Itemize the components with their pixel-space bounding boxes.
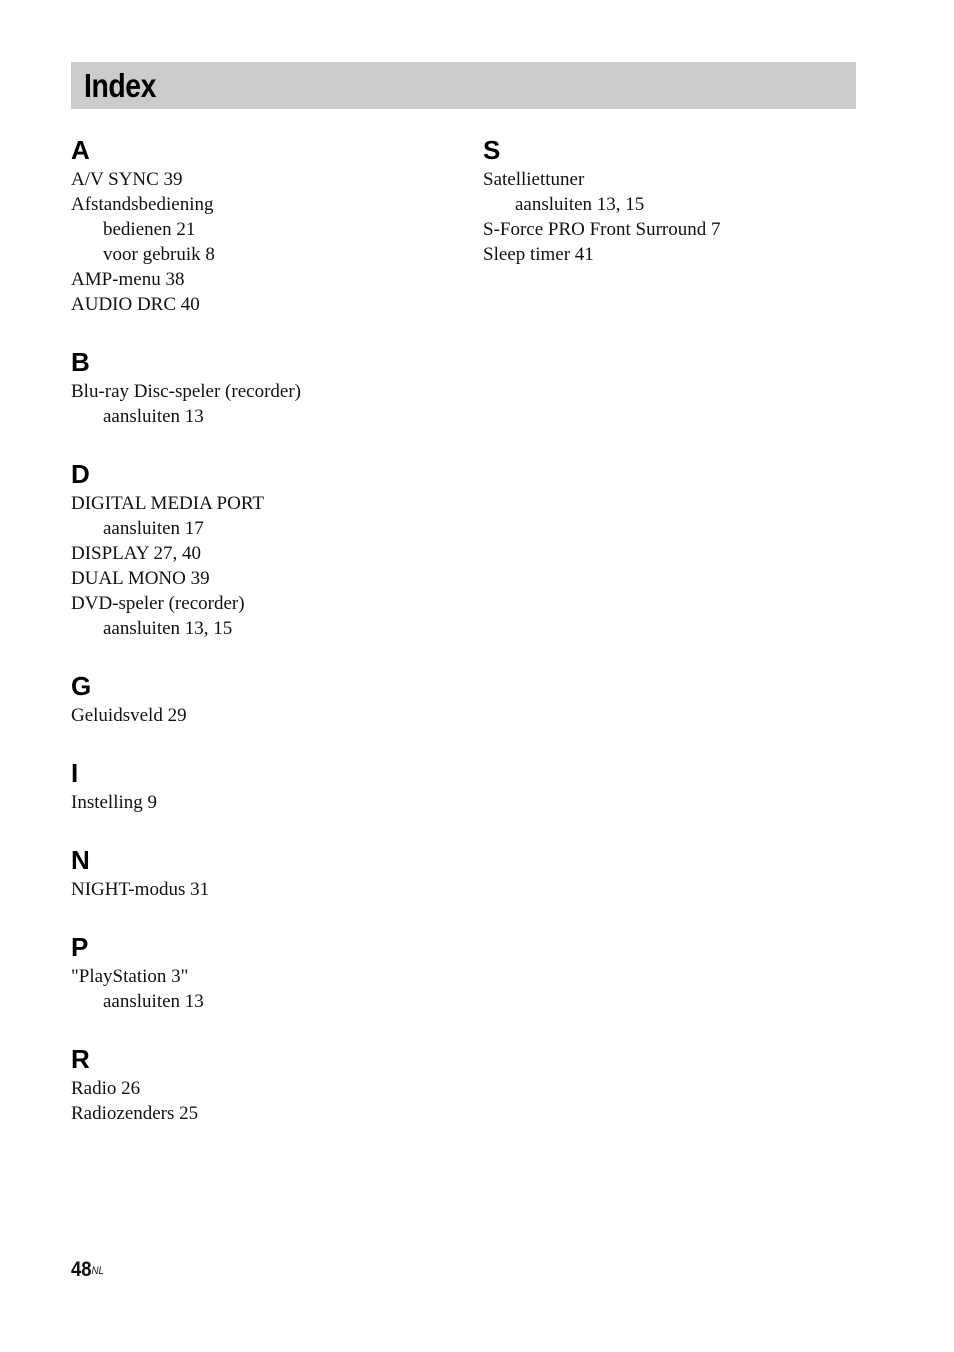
index-entry: A/V SYNC 39	[71, 169, 183, 190]
section-letter: B	[71, 347, 90, 377]
page-number-value: 48	[71, 1258, 92, 1281]
index-entry: AUDIO DRC 40	[71, 294, 200, 315]
index-subentry: aansluiten 13, 15	[515, 194, 645, 215]
index-title-bar	[71, 62, 856, 109]
index-entry: AMP-menu 38	[71, 269, 185, 290]
section-letter: S	[483, 135, 501, 165]
index-entry: Radio 26	[71, 1078, 141, 1099]
index-section-b	[71, 345, 451, 429]
index-section-g	[71, 669, 451, 728]
index-column-right	[483, 133, 863, 295]
index-section-d	[71, 457, 451, 641]
section-letter: G	[71, 671, 92, 701]
index-entry: "PlayStation 3"	[71, 966, 189, 987]
index-entry: S-Force PRO Front Surround 7	[483, 219, 721, 240]
index-section-n	[71, 843, 451, 902]
index-column-left	[71, 133, 451, 1154]
section-letter: N	[71, 845, 90, 875]
index-subentry: aansluiten 17	[103, 518, 204, 539]
index-subentry: aansluiten 13, 15	[103, 618, 233, 639]
index-section-r	[71, 1042, 451, 1126]
index-subentry: voor gebruik 8	[103, 244, 215, 265]
index-entry: DUAL MONO 39	[71, 568, 210, 589]
index-entry: DVD-speler (recorder)	[71, 593, 245, 614]
section-letter: D	[71, 459, 90, 489]
index-section-a	[71, 133, 451, 317]
index-entry: DISPLAY 27, 40	[71, 543, 202, 564]
page-number	[71, 1257, 104, 1283]
index-entry: DIGITAL MEDIA PORT	[71, 493, 264, 514]
index-entry: Afstandsbediening	[71, 194, 214, 215]
page-title: Index	[84, 67, 156, 104]
index-entry: Instelling 9	[71, 792, 158, 813]
index-entry: Sleep timer 41	[483, 244, 594, 265]
index-section-i	[71, 756, 451, 815]
section-letter: A	[71, 135, 90, 165]
index-section-s	[483, 133, 863, 267]
index-subentry: aansluiten 13	[103, 406, 204, 427]
section-letter: I	[71, 758, 79, 788]
page-number-suffix: NL	[91, 1265, 104, 1277]
index-entry: Blu-ray Disc-speler (recorder)	[71, 381, 301, 402]
index-section-p	[71, 930, 451, 1014]
index-subentry: bedienen 21	[103, 219, 196, 240]
index-entry: NIGHT-modus 31	[71, 879, 210, 900]
section-letter: P	[71, 932, 89, 962]
section-letter: R	[71, 1044, 90, 1074]
index-entry: Geluidsveld 29	[71, 705, 187, 726]
index-subentry: aansluiten 13	[103, 991, 204, 1012]
index-entry: Satelliettuner	[483, 169, 585, 190]
index-entry: Radiozenders 25	[71, 1103, 199, 1124]
